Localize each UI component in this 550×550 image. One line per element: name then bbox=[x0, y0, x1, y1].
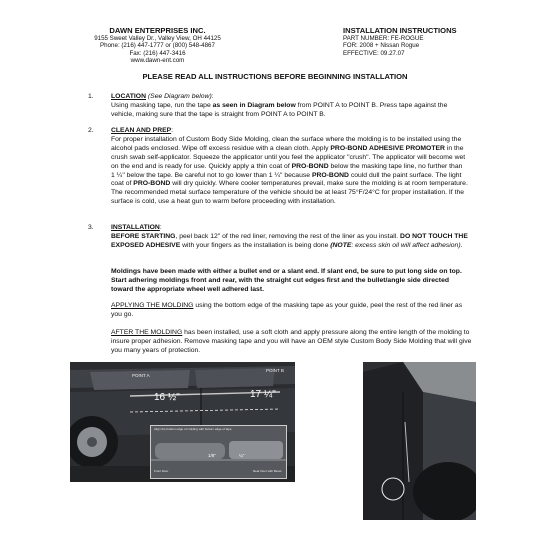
section-number: 2. bbox=[88, 127, 94, 134]
body-text: with your fingers as the installation is being done bbox=[180, 241, 331, 249]
after-paragraph bbox=[111, 329, 473, 356]
body-bold: PRO-BOND bbox=[311, 171, 349, 179]
body-bold: PRO-BOND bbox=[133, 180, 171, 188]
point-a-label: POINT A bbox=[132, 373, 150, 378]
section-installation bbox=[88, 224, 468, 251]
applying-label: APPLYING THE MOLDING bbox=[111, 302, 194, 309]
effective-date: EFFECTIVE: 09.27.07 bbox=[343, 49, 405, 57]
section-number: 3. bbox=[88, 224, 94, 231]
rear-door-dimension: 17 ¼" bbox=[250, 389, 276, 400]
note-text: : excess skin oil will affect adhesion) bbox=[351, 241, 461, 249]
vehicle-fit: FOR: 2008 + Nissan Rogue bbox=[343, 42, 420, 50]
body-text: , peel back 12" of the red liner, removing the rest of the liner as you install. bbox=[175, 232, 401, 240]
body-text: below the masking tape line, no further than 1 ¼" below the tape. Be careful not to go lower than 1 ¼" because bbox=[111, 162, 463, 179]
warning-banner: PLEASE READ ALL INSTRUCTIONS BEFORE BEGINNING INSTALLATION bbox=[142, 72, 408, 81]
rear-quarter-photo bbox=[363, 362, 476, 520]
section-body bbox=[111, 102, 468, 120]
company-fax: Fax: (216) 447-3416 bbox=[129, 49, 186, 57]
applying-paragraph bbox=[111, 302, 473, 320]
company-info bbox=[70, 26, 245, 65]
inset-rear-label: Rear Door with Bevel bbox=[253, 469, 282, 473]
inset-front-label: Front Door bbox=[154, 469, 169, 473]
document-title: INSTALLATION INSTRUCTIONS bbox=[343, 26, 457, 35]
section-title-note: (See Diagram below) bbox=[147, 93, 212, 100]
body-text: Using masking tape, run the tape bbox=[111, 101, 213, 109]
company-phone: Phone: (216) 447-1777 or (800) 548-4867 bbox=[100, 42, 215, 50]
section-clean-prep bbox=[88, 127, 468, 207]
rear-quarter-illustration bbox=[363, 362, 476, 520]
company-website: www.dawn-ent.com bbox=[130, 57, 185, 65]
title-colon: : bbox=[211, 93, 214, 100]
body-text: For proper installation of Custom Body Side Molding, clean the surface where the molding is to be installed using the alcohol pads enclosed. Wipe off excess residue with a clean cloth. Apply bbox=[111, 135, 462, 152]
section-title: CLEAN AND PREP bbox=[111, 127, 172, 134]
section-body bbox=[111, 233, 468, 251]
body-text: could dull the paint surface. The light coat of bbox=[111, 171, 462, 188]
section-title: INSTALLATION bbox=[111, 224, 160, 231]
inset-dimension-right: ¼" bbox=[239, 453, 245, 458]
section-title: LOCATION bbox=[111, 93, 146, 100]
title-colon: : bbox=[159, 224, 162, 231]
applying-text: using the bottom edge of the masking tape as your guide, peel the rest of the red liner as you go. bbox=[111, 302, 463, 318]
body-text: from POINT A to POINT B. Press tape against the vehicle, making sure that the tape is straight from POINT A to POINT B. bbox=[111, 101, 448, 118]
company-address: 9155 Sweet Valley Dr., Valley View, OH 44125 bbox=[94, 35, 221, 42]
section-body bbox=[111, 136, 468, 207]
inset-caption: Align the bottom edge of molding with bottom edge of tape bbox=[154, 427, 232, 431]
molding-alignment-inset bbox=[150, 425, 287, 479]
after-label: AFTER THE MOLDING bbox=[111, 329, 183, 336]
after-text: has been installed, use a soft cloth and apply pressure along the entire length of the molding to insure proper adhesion. Remove masking tape and you will have an OEM style Custom Body Side Molding that will give you many years of protection. bbox=[111, 329, 472, 354]
company-name: DAWN ENTERPRISES INC. bbox=[109, 26, 206, 35]
body-bold: as seen in Diagram below bbox=[212, 101, 296, 109]
section-number: 1. bbox=[88, 93, 94, 100]
body-text: in the crush swab self-applicator. Squeeze the applicator until you feel the applicator "crush". The applicator will become wet on the end and is ready for use. Quickly apply a thin coat of bbox=[111, 144, 466, 170]
body-bold: PRO-BOND bbox=[291, 162, 329, 170]
title-colon: : bbox=[171, 127, 174, 134]
section-location bbox=[88, 93, 468, 120]
body-bold: BEFORE STARTING bbox=[111, 232, 176, 240]
note-label: (NOTE bbox=[330, 241, 352, 249]
document-info bbox=[343, 26, 503, 57]
body-text: will dry quickly. Where cooler temperatures prevail, make sure the molding is at room temperature. The recommended metal surface temperature of the vehicle should be at least 75°F/24°C for proper installation. If the surface is cold, use a heat gun to warm before proceeding with installation. bbox=[111, 180, 468, 206]
inset-dimension-left: 1/8" bbox=[208, 453, 216, 458]
body-bold: PRO-BOND ADHESIVE PROMOTER bbox=[330, 144, 445, 152]
part-number: PART NUMBER: FE-ROGUE bbox=[343, 35, 424, 42]
molding-ends-note: Moldings have been made with either a bullet end or a slant end. If slant end, be sure to put long side on top. Start adhering moldings front and rear, with the straight cut edges first and the bullet/angle side directed toward the appropriate wheel well adhered last. bbox=[111, 268, 462, 293]
body-text: . bbox=[460, 241, 463, 249]
point-b-label: POINT B bbox=[266, 368, 284, 373]
body-bold: DO NOT TOUCH THE EXPOSED ADHESIVE bbox=[111, 232, 468, 249]
front-door-dimension: 16 ½" bbox=[154, 392, 180, 403]
